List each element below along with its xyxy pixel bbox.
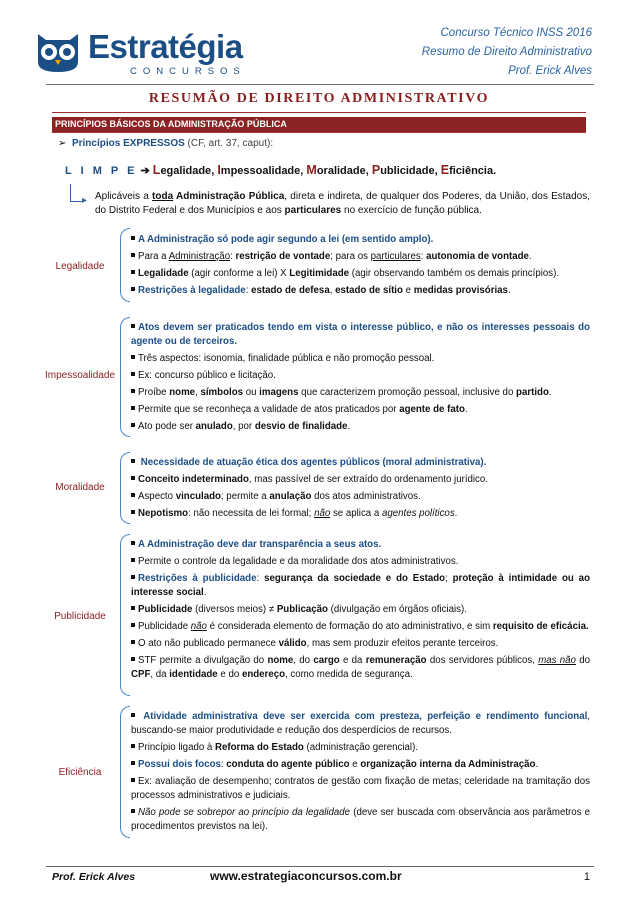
header-info — [422, 24, 592, 81]
list-item — [131, 603, 590, 617]
text-run: agente de fato — [399, 404, 465, 415]
subheading-label: Princípios EXPRESSOS — [71, 138, 185, 149]
list-item — [131, 620, 590, 634]
header-line: Prof. Erick Alves — [508, 65, 592, 77]
page-number: 1 — [583, 871, 590, 883]
text-run: ; para os — [330, 251, 371, 262]
text-run: (divulgação em órgãos oficiais). — [327, 604, 467, 615]
brace — [120, 534, 130, 696]
square-bullet-icon — [131, 510, 135, 514]
list-item — [131, 403, 590, 417]
text-run: , por — [232, 421, 255, 432]
text-run: Aspecto — [138, 491, 176, 502]
limpe-mnemonic: L I M P E ➔ Legalidade, Impessoalidade, Moralidade, Publicidade, Eficiência. — [65, 163, 497, 177]
text-run: , buscando-se maior produtividade e redução dos desperdícios de recursos. — [131, 711, 590, 736]
text-run: Atividade administrativa deve ser exercida com presteza, perfeição e rendimento funcional — [143, 711, 588, 722]
text-run: estado de defesa — [251, 285, 330, 296]
text-run: Ex: avaliação de desempenho; contratos de gestão com fixação de metas; celeridade na tramitação dos processos administrativos e judiciais. — [131, 776, 590, 801]
list-item — [131, 233, 590, 247]
square-bullet-icon — [131, 270, 135, 274]
text-run: partido — [516, 387, 549, 398]
square-bullet-icon — [131, 406, 135, 410]
list-item — [131, 267, 590, 281]
text-run: Publicidade — [138, 621, 191, 632]
text-run: Legitimidade — [289, 268, 350, 279]
text-run: anulado — [195, 421, 233, 432]
title-divider — [52, 112, 586, 113]
text: no exercício de função pública. — [341, 205, 482, 216]
text-run: vinculado — [175, 491, 221, 502]
text-run: segurança da sociedade e do Estado — [264, 573, 446, 584]
square-bullet-icon — [131, 389, 135, 393]
page-title: RESUMÃO DE DIREITO ADMINISTRATIVO — [148, 91, 490, 106]
list-item — [131, 420, 590, 434]
text-run: autonomia de vontade — [426, 251, 529, 262]
text-run: : — [256, 573, 265, 584]
text: Aplicáveis a — [95, 191, 153, 202]
text-run: : — [220, 759, 227, 770]
square-bullet-icon — [131, 778, 135, 782]
text-run: medidas provisórias — [413, 285, 508, 296]
footer-author: Prof. Erick Alves — [52, 871, 136, 883]
text-run: dos atos administrativos. — [311, 491, 421, 502]
text-run: Restrições à legalidade — [138, 285, 246, 296]
square-bullet-icon — [131, 623, 135, 627]
text-run: . — [535, 759, 539, 770]
limpe-letter: L — [152, 163, 161, 177]
text-run: dos servidores públicos, — [426, 655, 539, 666]
text: particulares — [284, 205, 342, 216]
square-bullet-icon — [131, 744, 135, 748]
text-run: mas não — [538, 655, 576, 666]
brace — [120, 706, 130, 838]
principle-label-legalidade: Legalidade — [55, 261, 105, 272]
square-bullet-icon — [131, 606, 135, 610]
text-run: (agir observando também os demais princípios). — [349, 268, 560, 279]
text-run: (diversos meios) ≠ — [192, 604, 277, 615]
text-run: Não pode se sobrepor ao princípio da legalidade — [138, 807, 351, 818]
limpe-word: L I M P E — [65, 165, 138, 177]
logo-title: Estratégia — [88, 28, 243, 65]
brace — [120, 452, 130, 524]
square-bullet-icon — [131, 355, 135, 359]
text-run: e da — [339, 655, 366, 666]
principle-items-moralidade — [131, 456, 590, 524]
limpe-rest: mpessoalidade — [220, 165, 301, 177]
text-run: anulação — [269, 491, 312, 502]
footer-divider — [46, 866, 594, 867]
text-run: Legalidade — [138, 268, 189, 279]
text-run: nome — [169, 387, 196, 398]
text-run: que caracterizem promoção pessoal, inclusive do — [298, 387, 517, 398]
text-run: organização interna da Administração — [360, 759, 536, 770]
text: toda — [152, 191, 174, 202]
text-run: Publicação — [276, 604, 328, 615]
text-run: . — [528, 251, 532, 262]
text-run: . — [454, 508, 458, 519]
text-run: desvio de finalidade — [254, 421, 348, 432]
aplicaveis-paragraph — [95, 190, 590, 218]
text-run: : não necessita de lei formal; — [188, 508, 315, 519]
principle-items-eficiencia — [131, 710, 590, 837]
list-item — [131, 456, 590, 470]
text-run: requisito de eficácia. — [492, 621, 589, 632]
text-run: remuneração — [365, 655, 427, 666]
text-run: . — [464, 404, 468, 415]
square-bullet-icon — [131, 558, 135, 562]
section-divider — [52, 132, 586, 133]
list-item — [131, 473, 590, 487]
text-run: (administração gerencial). — [303, 742, 418, 753]
text-run: agentes políticos — [381, 508, 455, 519]
subheading — [58, 138, 273, 149]
text-run: Atos devem ser praticados tendo em vista o interesse público, e não os interesses pessoais do agente ou de terceiros. — [131, 322, 590, 347]
text-run: . — [548, 387, 552, 398]
text-run: nome — [267, 655, 294, 666]
text-run: símbolos — [200, 387, 243, 398]
square-bullet-icon — [131, 657, 135, 661]
text-run: é considerada elemento de formação do ato administrativo, e sim — [206, 621, 493, 632]
text-run: Administração — [168, 251, 231, 262]
text-run: ou — [243, 387, 260, 398]
limpe-rest: ublicidade — [380, 165, 435, 177]
text-run: Nepotismo — [138, 508, 189, 519]
text-run: . — [203, 587, 207, 598]
footer-site-link[interactable]: www.estrategiaconcursos.com.br — [210, 869, 402, 883]
list-item — [131, 250, 590, 264]
text-run: A Administração deve dar transparência a seus atos. — [138, 539, 382, 550]
principle-label-publicidade: Publicidade — [54, 611, 106, 622]
text-run: CPF — [131, 669, 151, 680]
list-item — [131, 555, 590, 569]
text-run: válido — [278, 638, 307, 649]
text-run: , da — [150, 669, 170, 680]
square-bullet-icon — [131, 253, 135, 257]
square-bullet-icon — [131, 713, 135, 717]
principle-items-impessoalidade — [131, 321, 590, 437]
text-run: Reforma do Estado — [215, 742, 304, 753]
section-bar: PRINCÍPIOS BÁSICOS DA ADMINISTRAÇÃO PÚBLICA — [52, 117, 586, 132]
text-run: , — [195, 387, 201, 398]
text-run: STF permite a divulgação do — [138, 655, 268, 666]
text-run: , mas sem produzir efeitos perante terceiros. — [306, 638, 499, 649]
text: A Administração só pode agir segundo a lei (em sentido amplo). — [138, 234, 434, 245]
text-run: ; — [445, 573, 453, 584]
text-run: se aplica a — [330, 508, 382, 519]
principle-items-legalidade — [131, 233, 590, 301]
text-run: não — [190, 621, 207, 632]
text-run: conduta do agente público — [226, 759, 350, 770]
text-run: Conceito indeterminado — [138, 474, 249, 485]
text-run: e — [402, 285, 414, 296]
principle-label-impessoalidade: Impessoalidade — [44, 370, 116, 381]
list-item — [131, 369, 590, 383]
text-run: , como medida de segurança. — [285, 669, 413, 680]
text-run: endereço — [241, 669, 286, 680]
header-divider — [46, 84, 594, 85]
text-run: ; permite a — [220, 491, 270, 502]
text-run: imagens — [259, 387, 299, 398]
right-arrow-icon: ➔ — [140, 165, 150, 177]
logo — [34, 28, 254, 80]
text-run: . — [347, 421, 351, 432]
subheading-ref: (CF, art. 37, caput): — [187, 138, 274, 149]
principle-items-publicidade — [131, 538, 590, 685]
text-run: Princípio ligado à — [138, 742, 216, 753]
arrow-bullet-icon: ➢ — [58, 138, 67, 149]
text-run: restrição de vontade — [235, 251, 331, 262]
list-item — [131, 637, 590, 651]
text-run: estado de sítio — [335, 285, 403, 296]
text-run: , — [329, 285, 336, 296]
text-run: não — [314, 508, 331, 519]
list-item — [131, 806, 590, 834]
brace — [120, 228, 130, 302]
text-run: (deve ser buscada com observância aos parâmetros e procedimentos previstos na lei). — [131, 807, 591, 832]
text: Administração Pública — [173, 191, 285, 202]
text-run: Possui dois focos — [138, 759, 221, 770]
text-run: e — [349, 759, 361, 770]
text-run: do — [575, 655, 590, 666]
list-item — [131, 490, 590, 504]
list-item — [131, 741, 590, 755]
text-run: : — [230, 251, 236, 262]
text-run: e do — [217, 669, 242, 680]
limpe-letter: I — [217, 163, 221, 177]
list-item — [131, 654, 590, 682]
text-run: Proíbe — [138, 387, 170, 398]
principle-label-moralidade: Moralidade — [55, 482, 105, 493]
list-item — [131, 352, 590, 366]
text-run: Necessidade de atuação ética dos agentes públicos (moral administrativa). — [140, 457, 487, 468]
header-line: Concurso Técnico INSS 2016 — [440, 27, 592, 39]
text-run: Permite o controle da legalidade e da moralidade dos atos administrativos. — [138, 556, 459, 567]
square-bullet-icon — [131, 459, 135, 463]
text-run: proteção à intimidade ou ao interesse social — [131, 573, 590, 598]
text-run: Restrições à publicidade — [138, 573, 257, 584]
limpe-letter: M — [306, 163, 317, 177]
list-item — [131, 507, 590, 521]
list-item — [131, 284, 590, 298]
text-run: : — [245, 285, 252, 296]
list-item — [131, 538, 590, 552]
list-item — [131, 775, 590, 803]
text-run: Ato pode ser — [138, 421, 196, 432]
square-bullet-icon — [131, 640, 135, 644]
limpe-letter: E — [440, 163, 450, 177]
square-bullet-icon — [131, 493, 135, 497]
square-bullet-icon — [131, 324, 135, 328]
hook-arrow-tip-icon: ▸ — [82, 195, 88, 206]
square-bullet-icon — [131, 236, 135, 240]
text-run: Permite que se reconheça a validade de atos praticados por — [138, 404, 400, 415]
text-run: Publicidade — [138, 604, 193, 615]
text: , direta e indireta, de qualquer dos Poderes, da União, dos Estados, do Distrito Federal e dos Municípios e aos — [95, 191, 591, 216]
list-item — [131, 710, 590, 738]
square-bullet-icon — [131, 287, 135, 291]
list-item — [131, 386, 590, 400]
text-run: , mas passível de ser extraído do ordenamento jurídico. — [248, 474, 488, 485]
limpe-rest: ficiência. — [449, 165, 497, 177]
text-run: , do — [293, 655, 314, 666]
square-bullet-icon — [131, 423, 135, 427]
owl-logo-icon — [34, 32, 82, 74]
text-run: O ato não publicado permanece — [138, 638, 279, 649]
square-bullet-icon — [131, 809, 135, 813]
text-run: Ex: concurso público e licitação. — [138, 370, 276, 381]
principle-label-eficiencia: Eficiência — [58, 767, 102, 778]
square-bullet-icon — [131, 372, 135, 376]
brace — [120, 317, 130, 437]
logo-subtitle: CONCURSOS — [130, 66, 246, 77]
list-item — [131, 572, 590, 600]
text-run: cargo — [313, 655, 340, 666]
limpe-letter: P — [371, 163, 381, 177]
limpe-rest: oralidade — [316, 165, 366, 177]
text-run: identidade — [169, 669, 218, 680]
limpe-rest: egalidade — [160, 165, 212, 177]
square-bullet-icon — [131, 476, 135, 480]
list-item — [131, 321, 590, 349]
text-run: Para a — [138, 251, 169, 262]
list-item — [131, 758, 590, 772]
text-run: : — [420, 251, 427, 262]
square-bullet-icon — [131, 761, 135, 765]
text-run: (agir conforme a lei) X — [188, 268, 290, 279]
square-bullet-icon — [131, 575, 135, 579]
text-run: particulares — [370, 251, 421, 262]
text-run: . — [507, 285, 511, 296]
square-bullet-icon — [131, 541, 135, 545]
header-line: Resumo de Direito Administrativo — [421, 46, 592, 58]
text-run: Três aspectos: isonomia, finalidade pública e não promoção pessoal. — [138, 353, 435, 364]
